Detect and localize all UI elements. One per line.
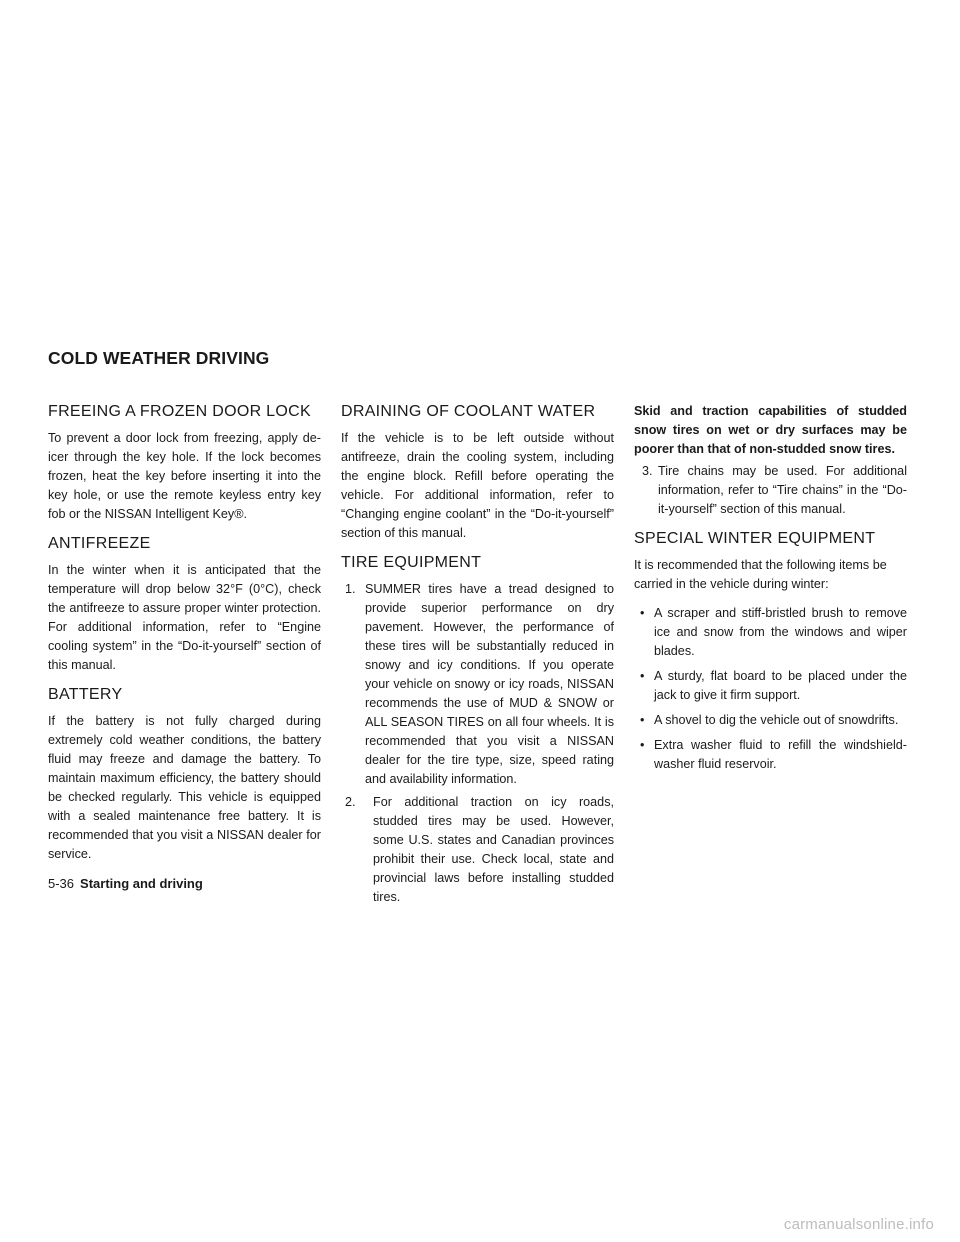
bullet-icon: • [640,606,645,620]
paragraph-coolant: If the vehicle is to be left outside without antifreeze, drain the cooling system, including the engine block. Refill before operating the vehicle. For additional information, refer to “Changing engine coolant” in the “Do-it-yourself” section of this manual. [341,431,614,540]
paragraph-special-equipment: It is recommended that the following items be carried in the vehicle during winter: [634,558,887,591]
list-item [634,736,907,774]
heading-tire-equipment: TIRE EQUIPMENT [341,554,482,571]
watermark: carmanualsonline.info [783,1216,934,1233]
list-item [634,462,907,519]
studded-tire-warning: Skid and traction capabilities of studded snow tires on wet or dry surfaces may be poorer than that of non-studded snow tires. [634,404,907,456]
page-number: 5-36 [48,876,75,891]
heading-special-winter-equipment: SPECIAL WINTER EQUIPMENT [634,530,876,547]
list-item-number: 1. [345,582,356,596]
list-item-text: SUMMER tires have a tread designed to provide superior performance on dry pavement. However, the performance of these tires will be substantially reduced in snowy and icy conditions. If you operate your vehicle on snowy or icy roads, NISSAN recommends the use of MUD & SNOW or ALL SEASON TIRES on all four wheels. It is recommended that you visit a NISSAN dealer for the tire type, size, speed rating and availability information. [365,582,614,786]
chapter-title: Starting and driving [80,876,203,891]
column-3 [634,402,907,782]
list-item [634,711,907,730]
list-item [634,604,907,661]
paragraph-antifreeze: In the winter when it is anticipated that the temperature will drop below 32°F (0°C), check the antifreeze to assure proper winter protection. For additional information, refer to “Engine cooling system” in the “Do-it-yourself” section of this manual. [48,563,321,672]
paragraph-door-lock: To prevent a door lock from freezing, apply de-icer through the key hole. If the lock becomes frozen, heat the key before inserting it into the key hole, or use the remote keyless entry key fob or the NISSAN Intelligent Key®. [48,431,321,521]
list-item-text: A scraper and stiff-bristled brush to remove ice and snow from the windows and wiper blades. [654,606,907,658]
list-item-text: Extra washer fluid to refill the windshield-washer fluid reservoir. [654,738,907,771]
bullet-icon: • [640,669,645,683]
paragraph-battery: If the battery is not fully charged during extremely cold weather conditions, the battery fluid may freeze and damage the battery. To maintain maximum efficiency, the battery should be checked regularly. This vehicle is equipped with a sealed maintenance free battery. It is recommended that you visit a NISSAN dealer for service. [48,714,321,861]
list-item-number: 3. [642,464,653,478]
heading-battery: BATTERY [48,686,123,703]
section-title: COLD WEATHER DRIVING [48,348,270,368]
list-item [341,793,614,907]
bullet-icon: • [640,738,645,752]
list-item [634,667,907,705]
column-2 [341,402,614,915]
list-item-text: A shovel to dig the vehicle out of snowdrifts. [654,713,899,727]
tire-equipment-list [341,580,614,907]
heading-draining-coolant: DRAINING OF COOLANT WATER [341,403,596,420]
tire-chains-list [634,462,907,519]
page-footer [48,876,203,891]
winter-equipment-list [634,604,907,774]
bullet-icon: • [640,713,645,727]
list-item-number: 2. [345,795,356,809]
list-item-text: Tire chains may be used. For additional information, refer to “Tire chains” in the “Do-it-yourself” section of this manual. [658,464,907,516]
heading-freeing-frozen-door-lock: FREEING A FROZEN DOOR LOCK [48,403,311,420]
list-item-text: A sturdy, flat board to be placed under the jack to give it firm support. [654,669,907,702]
column-1 [48,402,321,874]
list-item-text: For additional traction on icy roads, studded tires may be used. However, some U.S. states and Canadian provinces prohibit their use. Check local, state and provincial laws before installing studded tires. [373,795,614,904]
list-item [341,580,614,789]
heading-antifreeze: ANTIFREEZE [48,535,151,552]
